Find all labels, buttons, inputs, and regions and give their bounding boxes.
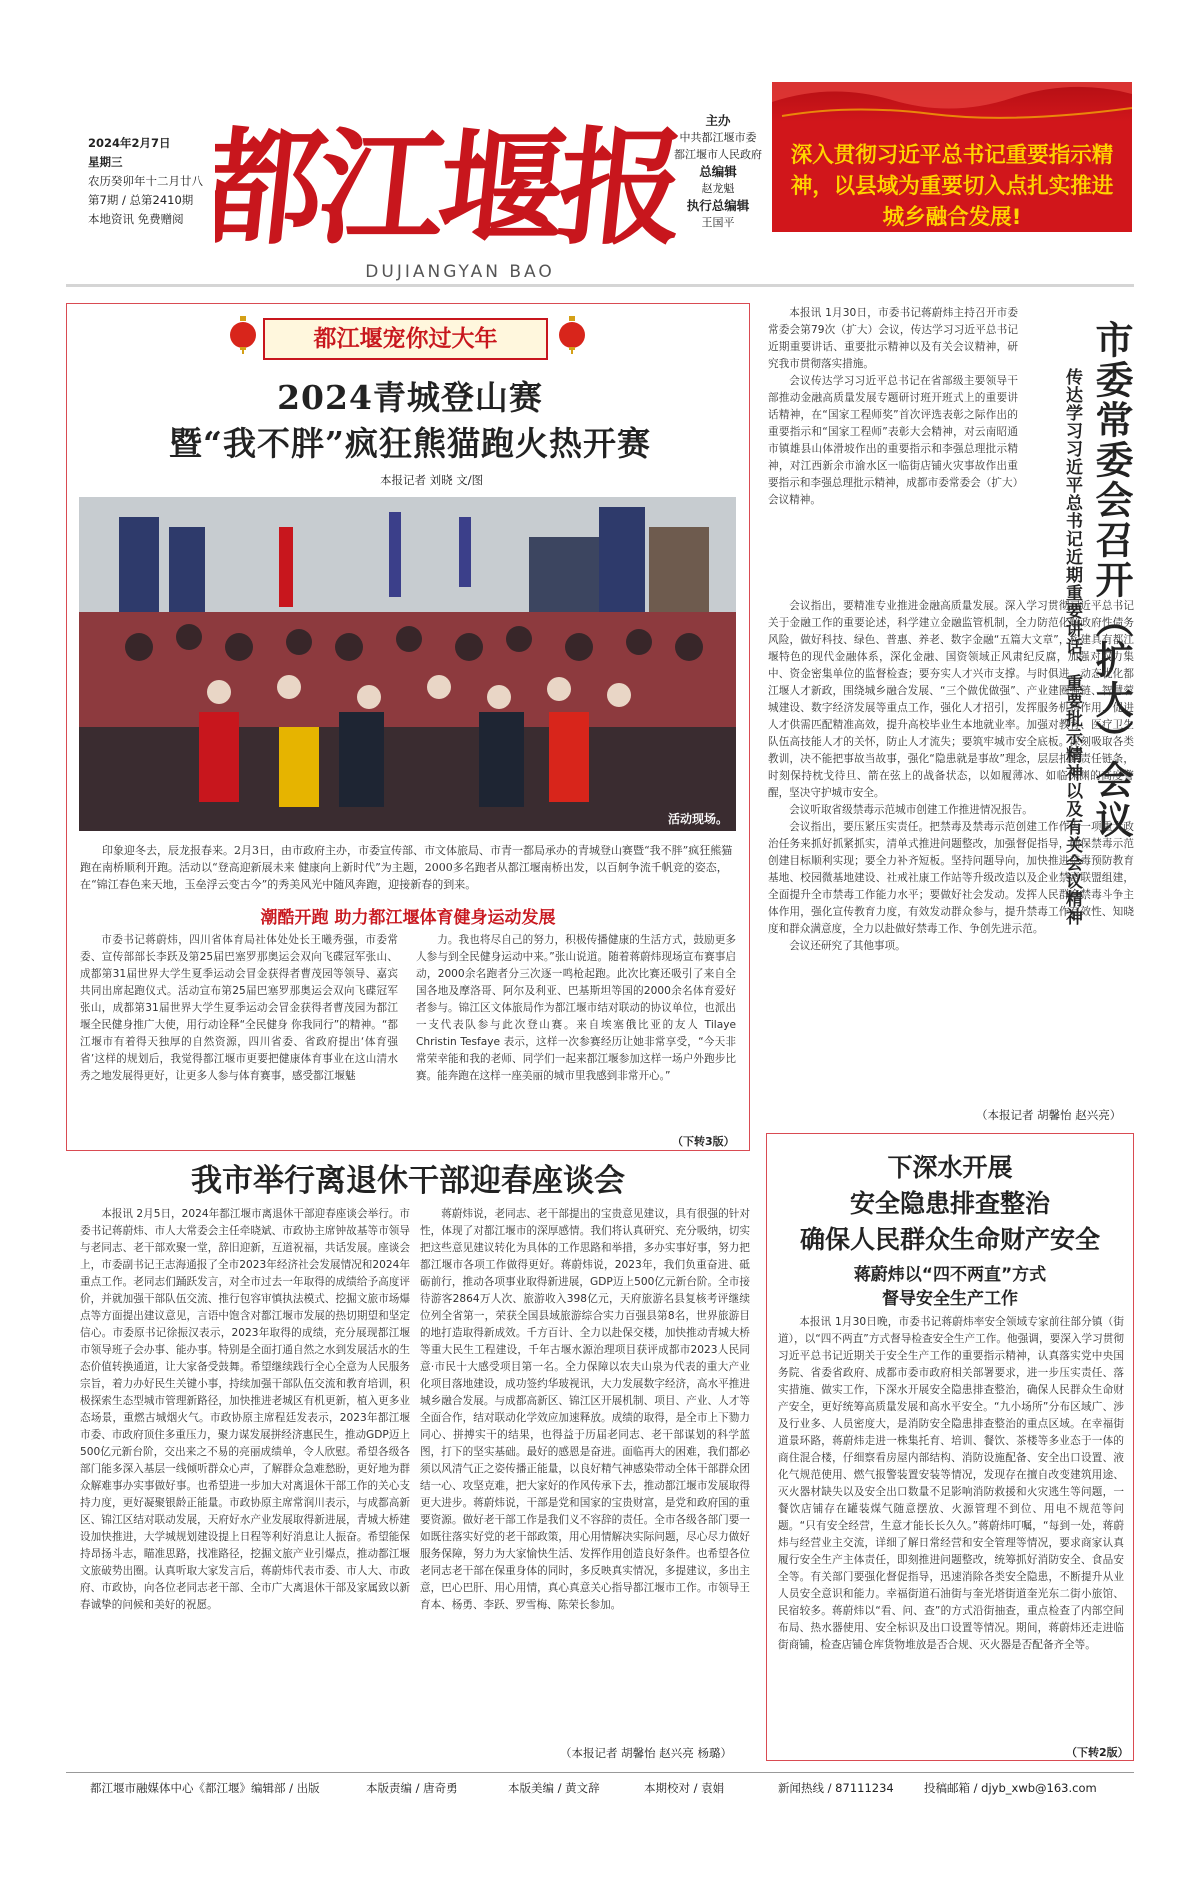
editor-label: 总编辑: [699, 164, 737, 179]
footer-publisher: 都江堰市融媒体中心《都江堰》编辑部 / 出版: [90, 1781, 320, 1795]
story-paragraph: 本报讯 1月30日晚，市委书记蒋蔚炜率安全领域专家前往部分镇（街道），以“四不两直”方式督导检查安全生产工作。他强调，要深入学习贯彻习近平总书记近期关于安全生产工作的重要指示精神，认真落实党中央国务院、省委省政府、成都市委市政府相关部署要求，进一步压实责任、落实措施、做实工作，下深水开展安全隐患排查整治，确保人民群众生命财产安全，更好统筹高质量发展和高水平安全。“九小场所”分布区域广、涉及行业多、人员密度大，是消防安全隐患排查整治的重点区域。在幸福街道景环路，蒋蔚炜走进一株集托育、培训、餐饮、茶楼等多业态于一体的商住混合楼，仔细察看房屋内部结构、消防设施配备、安全出口设置、液化气规范使用、燃气报警装置安装等情况，发现存在擅自改变建筑用途、灭火器材缺失以及安全出口数量不足影响消防救援和火灾逃生等问题，一餐饮店铺存在罐装煤气随意摆放、火源管理不到位、用电不规范等问题。“只有安全经营，生意才能长长久久。”蒋蔚炜叮嘱，“每到一处，蒋蔚炜与经营业主交流，详细了解日常经营和安全管理等情况，要求商家认真履行安全生产主体责任，即刻推进问题整改，统筹抓好消防安全、食品安全等。有关部门要强化督促指导，迅速消除各类安全隐患，不断提升从业人员安全意识和能力。幸福街道石油街与奎光塔街道奎光东二街小旅馆、民宿较多。蒋蔚炜以“看、问、查”的方式沿街抽查，重点检查了内部空间布局、热水器使用、安全标识及出口设置等情况。期间，蒋蔚炜还走进临街商铺，检查店铺仓库货物堆放是否合规、灭火器是否配备齐全等。: [778, 1316, 1124, 1651]
headline-line1: 下深水开展: [887, 1153, 1013, 1182]
issue-number: 第7期 / 总第2410期: [88, 193, 194, 207]
host-party: 中共都江堰市委: [679, 131, 757, 144]
slogan-banner: [772, 82, 1132, 232]
footer-designer: 本版美编 / 黄文辞: [508, 1781, 600, 1795]
story-paragraph: 会议指出，要精准专业推进金融高质量发展。深入学习贯彻习近平总书记关于金融工作的重要论述，科学建立金融监管机制，全力防范化解政府性债务风险，做好科技、绿色、普惠、养老、数字金融“五篇大文章”，构建具有都江堰特色的现代金融体系，深化金融、国资领域正风肃纪反腐，加强对权力集中、资金密集单位的监督检查；要夯实人才兴市支撑。与时俱进、动态优化都江堰人才新政，围绕城乡融合发展、“三个做优做强”、产业建圈强链、智慧蓉城建设、数字经济发展等重点工作，强化人才招引，发挥服务机构作用，促进人才供需匹配精准高效，提升高校毕业生本地就业率。加强对教育、医疗卫生队伍高技能人才的关怀，防止人才流失；要筑牢城市安全底板。深刻吸取各类教训，决不能把事故当故事，强化“隐患就是事故”理念，层层扣紧责任链条，时刻保持枕戈待旦、箭在弦上的战备状态，以如履薄冰、如临深渊的高度警醒，坚决守护城市安全。: [768, 600, 1134, 799]
banner-text: 深入贯彻习近平总书记重要指示精神，以县域为重要切入点扎实推进城乡融合发展!: [790, 143, 1114, 230]
subheadline-line2: 督导安全生产工作: [882, 1289, 1018, 1309]
story-column-1: [80, 1206, 410, 1614]
masthead-divider: [66, 284, 1134, 287]
story-paragraph: 力。我也将尽自己的努力，积极传播健康的生活方式，鼓励更多人参与到全民健身运动中来。”张山说道。随着蒋蔚炜现场宣布赛事启动，2000余名跑者分三次逐一鸣枪起跑。此次比赛还吸引了来自全国各地及摩洛哥、阿尔及利亚、巴基斯坦等国的2000余名体育爱好者参与。锦江区文体旅局作为都江堰市结对联动的协议单位，也派出一支代表队参与此次登山赛。来自埃塞俄比亚的友人 Tilaye Christin Tesfaye 表示，这样一次参赛经历让她非常享受，“今天非常荣幸能和我的老师、同学们一起来都江堰参加这样一场户外跑步比赛。能奔跑在这样一座美丽的城市里我感到非常开心。”: [416, 934, 736, 1082]
headline-line1: 2024青城登山赛: [277, 378, 543, 417]
story-subhead: 潮酷开跑 助力都江堰体育健身运动发展: [260, 908, 556, 928]
story-column: [778, 1314, 1124, 1654]
issue-date: 2024年2月7日: [88, 136, 171, 150]
story-paragraph: 会议指出，要压紧压实责任。把禁毒及禁毒示范创建工作作为一项重大政治任务来抓好抓紧抓实，清单式推进问题整改，加强督促指导，确保禁毒示范创建目标顺利实现；要全力补齐短板。坚持问题导向，加快推进禁毒预防教育基地、校园微基地建设、社戒社康工作站等升级改造以及企业禁毒联盟组建，全面提升全市禁毒工作能力水平；要做好社会发动。发挥人民群众禁毒斗争主体作用，强化宣传教育力度，有效发动群众参与，提升禁毒工作有效性、知晓度和群众满意度，全力以赴做好禁毒工作、争创先进示范。: [768, 821, 1134, 935]
story-byline: 本报记者 刘晓 文/图: [380, 473, 484, 487]
logo-calligraphy-graphic: [215, 82, 685, 262]
banner-decoration: [772, 82, 1132, 122]
story-byline: （本报记者 胡馨怡 赵兴亮）: [976, 1108, 1122, 1122]
story-column-2: [420, 1206, 750, 1614]
footer-divider: [66, 1772, 1134, 1773]
continued-notice: （下转3版）: [672, 1135, 735, 1148]
headline-line2: 安全隐患排查整治: [849, 1189, 1050, 1218]
story-paragraph: 蒋蔚炜说，老同志、老干部提出的宝贵意见建议，具有很强的针对性，体现了对都江堰市的深厚感情。我们将认真研究、充分吸纳，切实把这些意见建议转化为具体的工作思路和举措，多办实事好事，努力把都江堰市各项工作做得更好。蒋蔚炜说，2023年，我们负重奋进、砥砺前行，推动各项事业取得新进展，GDP迈上500亿元新台阶。全市接待游客2864万人次、旅游收入398亿元，天府旅游名县复核考评继续位列全省第一，荣获全国县域旅游综合实力百强县第8名，世界旅游目的地打造取得新成效。千方百计、全力以赴保交楼，加快推动青城大桥等重大民生工程建设，千年古堰水源治理项目获评成都市2023人民同意·市民十大感受项目第一名。全力保障以农夫山泉为代表的重大产业化项目落地建设，成功签约华玻视讯，大力发展数字经济，高水平推进城乡融合发展。与成都高新区、锦江区开展机制、项目、产业、人才等全面合作，结对联动化学效应加速释放。成绩的取得，是全市上下勠力同心、拼搏实干的结果，也得益于历届老同志、老干部谋划的科学蓝图，打下的坚实基础。最好的感恩是奋进。面临再大的困难，我们都必须以风清气正之姿传播正能量，以良好精气神感染带动全体干部群众团结一心、攻坚克难，把大家好的作风传承下去，推动都江堰市发展取得更大进步。蒋蔚炜说，干部是党和国家的宝贵财富，是党和政府国的重要资源。做好老干部工作是我们义不容辞的责任。全市各级各部门要一如既往落实好党的老干部政策，用心用情解决实际问题，尽心尽力做好服务保障，努力为大家愉快生活、发挥作用创造良好条件。也希望各位老同志老干部在保重身体的同时，多反映真实情况，多提建议，多出主意，巴心巴肝、用心用情，真心真意关心指导都江堰市工作。市领导王育本、杨勇、李跃、罗雪梅、陈荣长参加。: [420, 1208, 750, 1611]
host-government: 都江堰市人民政府: [674, 148, 762, 161]
lantern-icon: [557, 316, 587, 354]
headline-line3: 确保人民群众生命财产安全: [799, 1225, 1100, 1254]
newspaper-logo: [215, 82, 685, 262]
story-paragraph: 本报讯 1月30日，市委书记蒋蔚炜主持召开市委常委会第79次（扩大）会议，传达学习习近平总书记近期重要讲话、重要批示精神以及有关会议精神，研究我市贯彻落实措施。: [768, 307, 1018, 370]
footer-editor: 本版责编 / 唐奇勇: [366, 1781, 458, 1795]
issue-weekday: 星期三: [88, 155, 123, 169]
story-paragraph: 会议听取省级禁毒示范城市创建工作推进情况报告。: [789, 804, 1033, 816]
vertical-headline: 市委常委会召开（扩大）会议: [1089, 320, 1134, 840]
flag-wave-icon: [772, 82, 1132, 122]
host-label: 主办: [705, 113, 731, 128]
logo-text: 都江堰报: [215, 113, 685, 262]
story-column-2: [416, 932, 736, 1085]
story-paragraph: 市委书记蒋蔚炜，四川省体育局社体处处长王曦秀强，市委常委、宣传部部长李跃及第25届巴塞罗那奥运会双向飞碟冠军张山、成都第31届世界大学生夏季运动会冒金获得者曹茂园等领导、嘉宾共同出席起跑仪式。活动宣布第25届巴塞罗那奥运会双向飞碟冠军张山，成都第31届世界大学生夏季运动会冒金获得者曹茂园为都江堰全民健身推广大使，用行动诠释“全民健身 你我同行”的精神。“都江堰市有着得天独厚的自然资源，四川省委、省政府提出‘体育强省’这样的规划后，我觉得都江堰市更要把健康体育事业在这山清水秀之地发展得更好，让更多人参与体育赛事，感受都江堰魅: [80, 934, 398, 1082]
headline-line2: 暨“我不胖”疯狂熊猫跑火热开赛: [169, 424, 651, 463]
photo-credit: 活动现场。: [667, 812, 728, 826]
story-column-1: [80, 932, 398, 1085]
story-paragraph: 本报讯 2月5日，2024年都江堰市离退休干部迎春座谈会举行。市委书记蒋蔚炜、市人大常委会主任牵晓斌、市政协主席钟故基等市领导与老同志、老干部欢聚一堂，辞旧迎新，互道祝福，共话发展。座谈会上，市委副书记王志海通报了全市2023年经济社会发展情况和2024年重点工作。老同志们踊跃发言，对全市过去一年取得的成绩给予高度评价，并就加强干部队伍交流、推行包容审慎执法模式、挖掘文旅市场爆点等方面提出建议意见，言语中饱含对都江堰市发展的热切期望和坚定信心。市委原书记徐振汉表示，2023年取得的成绩，充分展现都江堰市领导班子会办事、能办事。特别是全面打通自然之水到发展活水的生态价值转换通道，让大家备受鼓舞。希望继续践行全心全意为人民服务宗旨，着力办好民生关键小事，持续加强干部队伍交流和教育培训，积极探索生态型城市管理新路径，加快推进老城区有机更新，植入更多业态场景，重燃古城烟火气。市政协原主席程廷发表示，2023年都江堰市委、市政府顶住多重压力，聚力谋发展拼经济惠民生，推动GDP迈上500亿元新台阶，交出来之不易的亮丽成绩单，令人欣慰。希望各级各部门能多深入基层一线倾听群众心声，了解群众急难愁盼，更好地为群众解难事办实事做好事。也希望进一步加大对离退休干部工作的关心支持力度，更好凝聚银龄正能量。市政协原主席常润川表示，与成都高新区、锦江区结对联动发展，天府好水产业发展取得新进展，青城大桥建设加快推进，大学城规划建设提上日程等利好消息让人振奋。希望能保持昂扬斗志，瞄准思路，找准路径，挖掘文旅产业引爆点，推动都江堰文旅破势出圈。认真听取大家发言后，蒋蔚炜代表市委、市人大、市政府、市政协，向各位老同志老干部、全市广大离退休干部及家属致以新春诚挚的问候和美好的祝愿。: [80, 1208, 410, 1611]
logo-pinyin: DUJIANGYAN BAO: [365, 262, 555, 282]
subheadline-line1: 蒋蔚炜以“四不两直”方式: [853, 1265, 1047, 1285]
issue-note: 本地资讯 免费赠阅: [88, 212, 184, 226]
race-photo: [79, 497, 736, 831]
editor-name: 赵龙魁: [701, 182, 735, 195]
exec-editor-name: 王国平: [701, 216, 735, 229]
story-column-wide: [768, 598, 1134, 955]
lantern-icon: [228, 316, 258, 354]
story-byline: （本报记者 胡馨怡 赵兴亮 杨璐）: [560, 1746, 732, 1760]
footer-proofreader: 本期校对 / 袁娟: [644, 1781, 725, 1795]
vertical-subheadline: 传达学习习近平总书记近期重要讲话、重要批示精神以及有关会议精神: [1062, 368, 1082, 926]
story-paragraph: 会议还研究了其他事项。: [789, 940, 906, 952]
lunar-date: 农历癸卯年十二月廿八: [88, 174, 203, 188]
exec-editor-label: 执行总编辑: [686, 198, 750, 213]
story-paragraph: 会议传达学习习近平总书记在省部级主要领导干部推动金融高质量发展专题研讨班开班式上的重要讲话精神，在“国家工程师奖”首次评选表彰之际作出的重要指示和“国家工程师”表彰大会精神，对云南昭通市镇雄县山体滑坡作出的重要指示和李强总理批示精神，对江西新余市渝水区一临街店铺火灾事故作出重要指示和李强总理批示精神，成都市委常委会（扩大）会议精神。: [768, 375, 1018, 506]
masthead-publisher: [668, 112, 768, 231]
story-column-narrow: [768, 305, 1018, 509]
crowd-photo-illustration: [79, 497, 736, 831]
continued-notice: （下转2版）: [1066, 1746, 1129, 1759]
story-kicker: 都江堰宠你过大年: [263, 318, 548, 360]
masthead-dateline: [88, 134, 218, 229]
photo-caption: 印象迎冬去，辰龙报春来。2月3日，由市政府主办，市委宣传部、市文体旅局、市青一都局承办的青城登山赛暨“我不胖”疯狂熊猫跑在南桥顺利开跑。活动以“登高迎新展未来 健康向上新时代”为主题，2000多名跑者从都江堰南桥出发，以百舸争流千帆竞的姿态，在“锦江春色来天地，玉垒浮云变古今”的秀美风光中随风奔跑，迎接新春的到来。: [80, 844, 733, 891]
footer-hotline: 新闻热线 / 87111234: [778, 1781, 894, 1795]
footer-email: 投稿邮箱 / djyb_xwb@163.com: [924, 1781, 1097, 1795]
headline: 我市举行离退休干部迎春座谈会: [191, 1163, 625, 1199]
